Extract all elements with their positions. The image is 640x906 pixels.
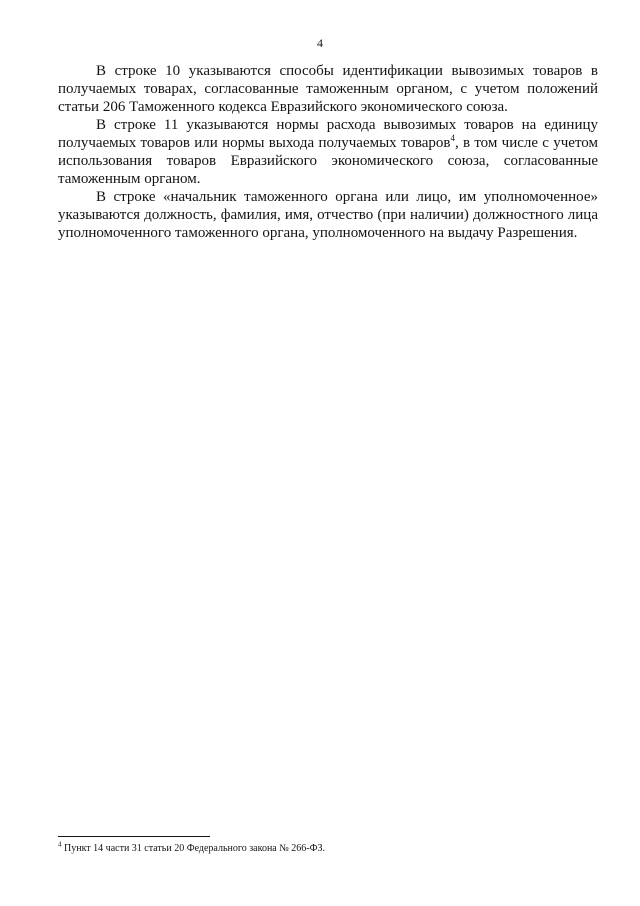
footnote <box>58 842 598 855</box>
paragraph-line-11-continuation: , в том числе с учетом использования товаров Евразийского экономического союза, согласованные таможенным органом. <box>58 135 599 187</box>
paragraph-line-11-text: В строке 11 указываются нормы расхода вывозимых товаров на единицу получаемых товаров или нормы выхода получаемых товаров <box>58 117 598 151</box>
footnote-mark: 4 <box>58 840 62 849</box>
footnote-reference: 4 <box>450 133 455 143</box>
footnote-separator <box>58 836 210 837</box>
footnote-text: Пункт 14 части 31 статьи 20 Федерального закона № 266-ФЗ. <box>61 843 326 854</box>
body-text <box>58 62 598 242</box>
page-number: 4 <box>317 36 323 50</box>
paragraph-chief-line: В строке «начальник таможенного органа или лицо, им уполномоченное» указываются должность, фамилия, имя, отчество (при наличии) должностного лица уполномоченного таможенного органа, уполномоченного на выдачу Разрешения. <box>58 189 598 241</box>
paragraph-line-11 <box>58 116 598 188</box>
paragraph-line-10: В строке 10 указываются способы идентификации вывозимых товаров в получаемых товарах, согласованные таможенным органом, с учетом положений статьи 206 Таможенного кодекса Евразийского экономического союза. <box>58 63 598 115</box>
